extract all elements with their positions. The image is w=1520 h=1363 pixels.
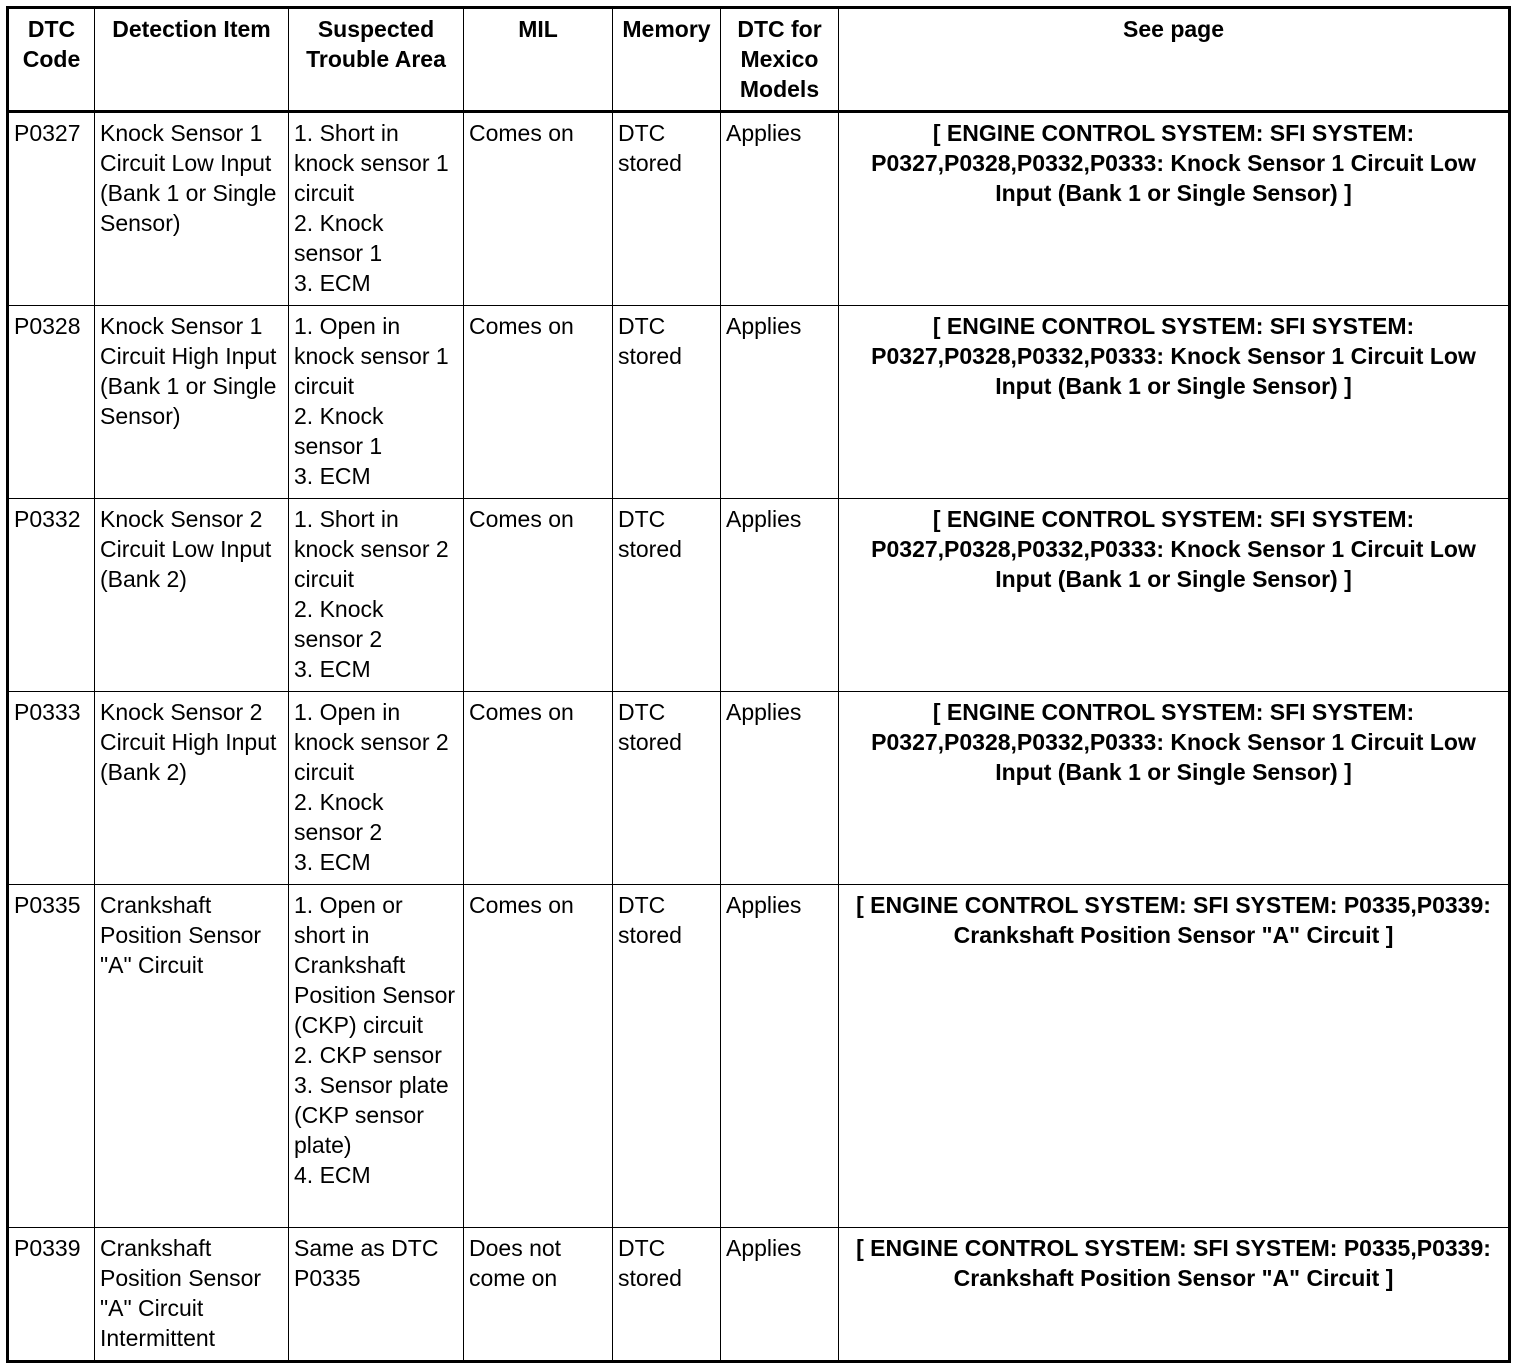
see-page-link[interactable]: [ ENGINE CONTROL SYSTEM: SFI SYSTEM: P0327,P0328,P0332,P0333: Knock Sensor 1 Circuit Low Input (Bank 1 or Single Sensor) ] [839, 112, 1510, 306]
dtc-code-cell: P0328 [8, 306, 95, 499]
memory-cell: DTC stored [613, 1228, 721, 1362]
memory-cell: DTC stored [613, 692, 721, 885]
dtc-code-cell: P0333 [8, 692, 95, 885]
trouble-area-cell: 1. Open or short in Crankshaft Position Sensor (CKP) circuit 2. CKP sensor 3. Sensor plate (CKP sensor plate) 4. ECM [289, 885, 464, 1228]
mil-cell: Comes on [464, 692, 613, 885]
detection-item-cell: Knock Sensor 1 Circuit High Input (Bank 1 or Single Sensor) [95, 306, 289, 499]
mil-cell: Comes on [464, 306, 613, 499]
see-page-link[interactable]: [ ENGINE CONTROL SYSTEM: SFI SYSTEM: P0335,P0339: Crankshaft Position Sensor "A" Circuit ] [839, 885, 1510, 1228]
table-row [8, 885, 1510, 1228]
dtc-code-cell: P0327 [8, 112, 95, 306]
mexico-cell: Applies [721, 692, 839, 885]
see-page-link[interactable]: [ ENGINE CONTROL SYSTEM: SFI SYSTEM: P0327,P0328,P0332,P0333: Knock Sensor 1 Circuit Low Input (Bank 1 or Single Sensor) ] [839, 692, 1510, 885]
memory-cell: DTC stored [613, 306, 721, 499]
table-row [8, 1228, 1510, 1362]
see-page-link[interactable]: [ ENGINE CONTROL SYSTEM: SFI SYSTEM: P0327,P0328,P0332,P0333: Knock Sensor 1 Circuit Low Input (Bank 1 or Single Sensor) ] [839, 306, 1510, 499]
trouble-area-cell: 1. Open in knock sensor 2 circuit 2. Knock sensor 2 3. ECM [289, 692, 464, 885]
mil-cell: Does not come on [464, 1228, 613, 1362]
table-row [8, 112, 1510, 306]
header-suspected-trouble-area: Suspected Trouble Area [289, 8, 464, 112]
mexico-cell: Applies [721, 885, 839, 1228]
dtc-table [6, 6, 1511, 1363]
see-page-link[interactable]: [ ENGINE CONTROL SYSTEM: SFI SYSTEM: P0335,P0339: Crankshaft Position Sensor "A" Circuit ] [839, 1228, 1510, 1362]
mexico-cell: Applies [721, 1228, 839, 1362]
mil-cell: Comes on [464, 885, 613, 1228]
dtc-code-cell: P0332 [8, 499, 95, 692]
memory-cell: DTC stored [613, 499, 721, 692]
dtc-code-cell: P0339 [8, 1228, 95, 1362]
header-memory: Memory [613, 8, 721, 112]
mil-cell: Comes on [464, 499, 613, 692]
detection-item-cell: Crankshaft Position Sensor "A" Circuit [95, 885, 289, 1228]
mexico-cell: Applies [721, 499, 839, 692]
table-header-row [8, 8, 1510, 112]
detection-item-cell: Knock Sensor 2 Circuit Low Input (Bank 2) [95, 499, 289, 692]
trouble-area-cell: Same as DTC P0335 [289, 1228, 464, 1362]
header-detection-item: Detection Item [95, 8, 289, 112]
header-dtc-code: DTC Code [8, 8, 95, 112]
detection-item-cell: Knock Sensor 1 Circuit Low Input (Bank 1 or Single Sensor) [95, 112, 289, 306]
mexico-cell: Applies [721, 306, 839, 499]
mil-cell: Comes on [464, 112, 613, 306]
mexico-cell: Applies [721, 112, 839, 306]
detection-item-cell: Crankshaft Position Sensor "A" Circuit Intermittent [95, 1228, 289, 1362]
table-row [8, 692, 1510, 885]
trouble-area-cell: 1. Short in knock sensor 1 circuit 2. Knock sensor 1 3. ECM [289, 112, 464, 306]
header-mil: MIL [464, 8, 613, 112]
dtc-code-cell: P0335 [8, 885, 95, 1228]
table-row [8, 499, 1510, 692]
trouble-area-cell: 1. Open in knock sensor 1 circuit 2. Knock sensor 1 3. ECM [289, 306, 464, 499]
header-dtc-for-mexico-models: DTC for Mexico Models [721, 8, 839, 112]
see-page-link[interactable]: [ ENGINE CONTROL SYSTEM: SFI SYSTEM: P0327,P0328,P0332,P0333: Knock Sensor 1 Circuit Low Input (Bank 1 or Single Sensor) ] [839, 499, 1510, 692]
trouble-area-cell: 1. Short in knock sensor 2 circuit 2. Knock sensor 2 3. ECM [289, 499, 464, 692]
memory-cell: DTC stored [613, 885, 721, 1228]
header-see-page: See page [839, 8, 1510, 112]
detection-item-cell: Knock Sensor 2 Circuit High Input (Bank 2) [95, 692, 289, 885]
table-row [8, 306, 1510, 499]
memory-cell: DTC stored [613, 112, 721, 306]
